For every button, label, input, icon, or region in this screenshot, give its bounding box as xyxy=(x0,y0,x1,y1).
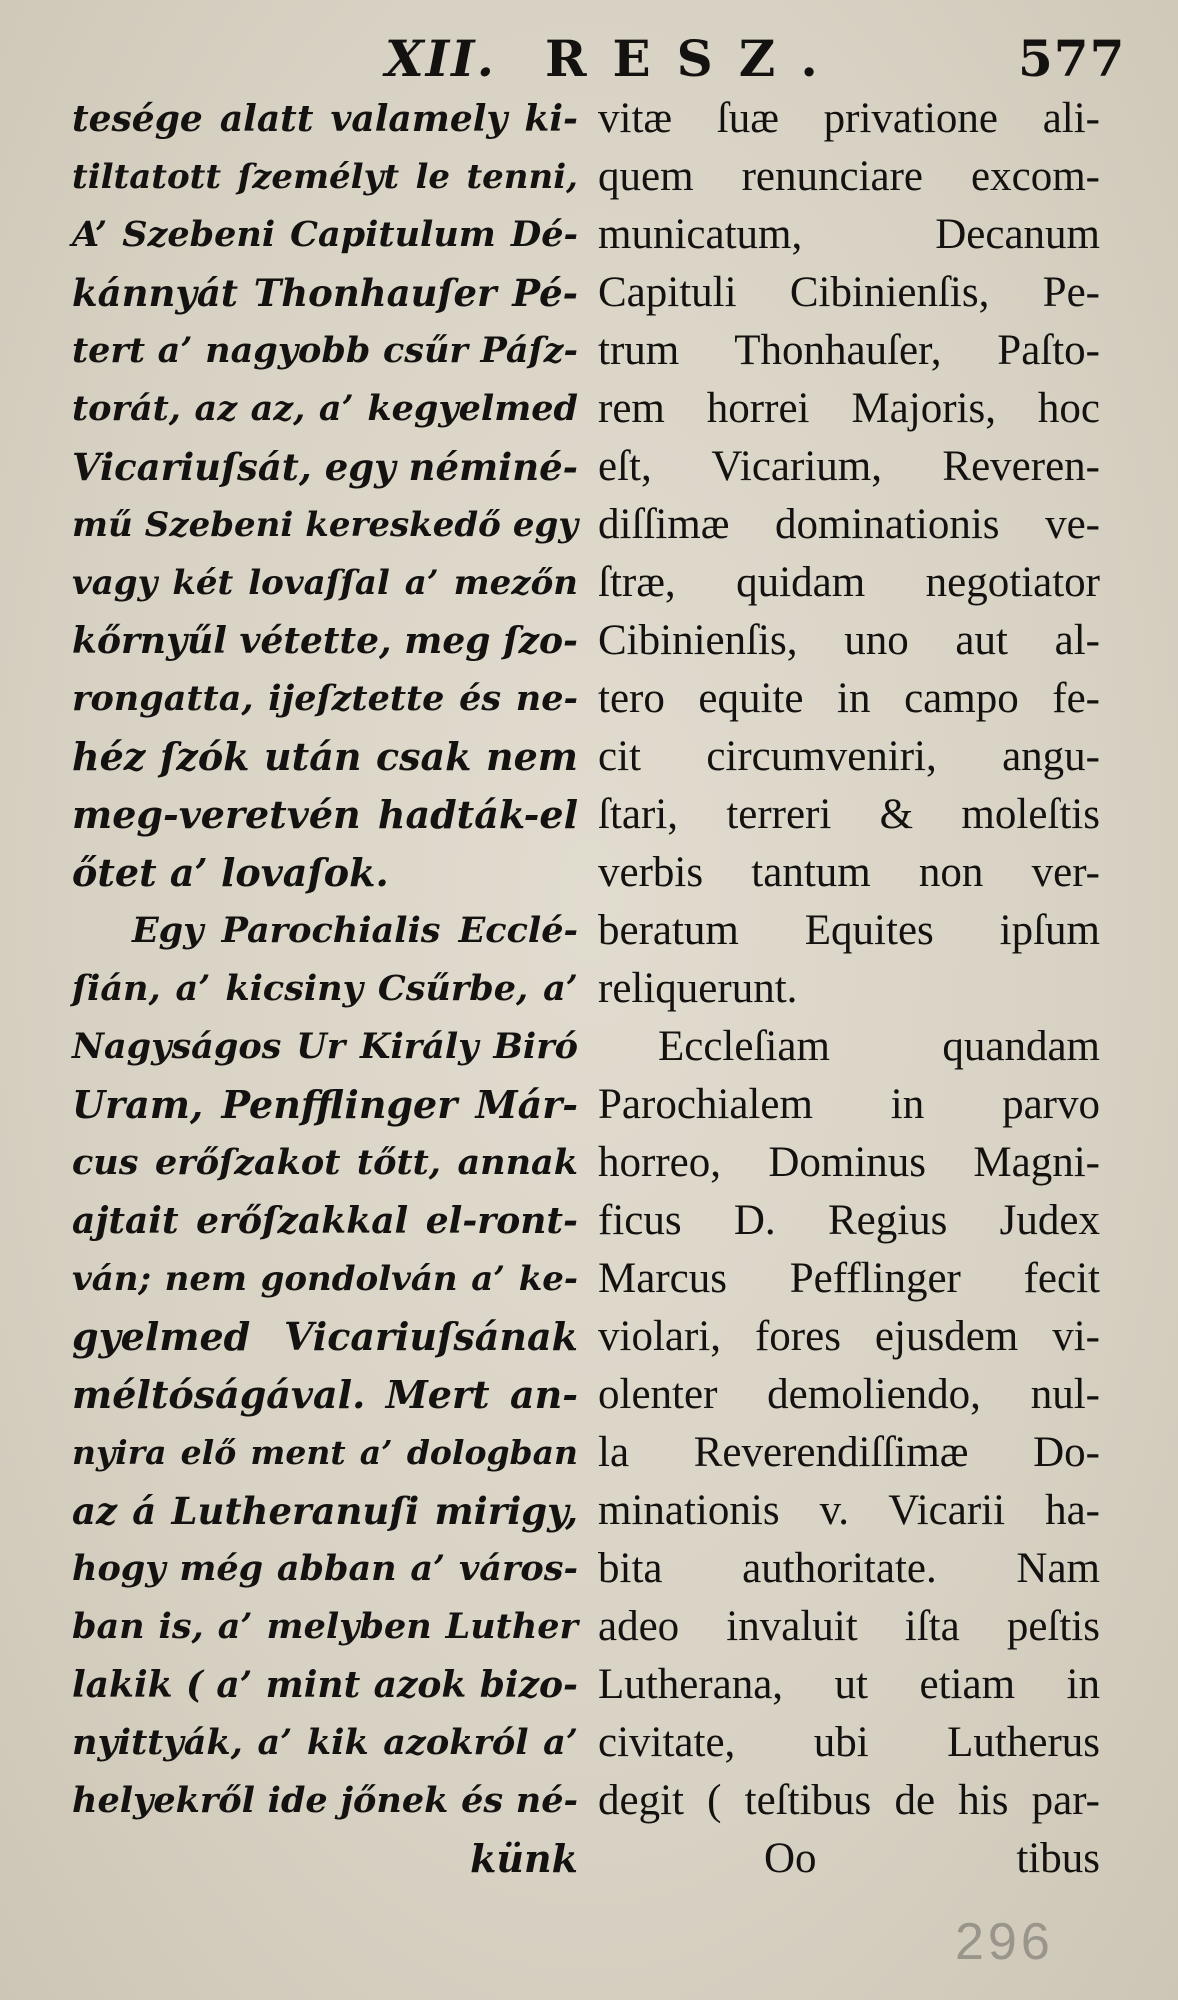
text-line: quem renunciare excom- xyxy=(598,153,1100,200)
text-line: Lutherana, ut etiam in xyxy=(598,1661,1100,1708)
text-line: horreo, Dominus Magni- xyxy=(598,1139,1100,1186)
text-line: ajtait erőſzakkal el-ront- xyxy=(72,1200,578,1242)
text-line: eſt, Vicarium, Reveren- xyxy=(598,443,1100,490)
text-line: héz ſzók után csak nem xyxy=(72,734,578,779)
text-line: meg-veretvén hadták-el xyxy=(72,792,578,837)
text-line: ban is, a’ melyben Luther xyxy=(72,1606,578,1647)
text-line: Uram, Penfflinger Már- xyxy=(72,1082,578,1127)
text-line: Nagyságos Ur Király Biró xyxy=(72,1026,578,1067)
hungarian-column xyxy=(72,90,578,1888)
text-line: ván; nem gondolván a’ ke- xyxy=(72,1259,578,1299)
text-line: nyittyák, a’ kik azokról a’ xyxy=(72,1722,578,1763)
pencil-annotation: 296 xyxy=(955,1913,1054,1971)
text-line: cus erőſzakot tőtt, annak xyxy=(72,1142,578,1183)
catchword-hungarian: künk xyxy=(470,1836,578,1881)
text-line: hogy még abban a’ város- xyxy=(72,1548,578,1589)
text-line: bita authoritate. Nam xyxy=(598,1545,1100,1592)
text-line: Parochialem in parvo xyxy=(598,1081,1100,1128)
text-line: degit ( teſtibus de his par- xyxy=(598,1777,1100,1824)
text-line: ſtræ, quidam negotiator xyxy=(598,559,1100,606)
text-line: nyira elő ment a’ dologban xyxy=(72,1433,578,1472)
text-line: vitæ ſuæ privatione ali- xyxy=(598,95,1100,142)
text-line: Capituli Cibinienſis, Pe- xyxy=(598,269,1100,316)
text-line: őtet a’ lovaſok. xyxy=(72,850,389,895)
text-line: tero equite in campo fe- xyxy=(598,675,1100,722)
text-line: minationis v. Vicarii ha- xyxy=(598,1487,1100,1534)
text-line: adeo invaluit iſta peſtis xyxy=(598,1603,1100,1650)
chapter-number: XII. xyxy=(385,29,496,88)
text-line: la Reverendiſſimæ Do- xyxy=(598,1429,1100,1476)
catchword-latin: tibus xyxy=(1016,1835,1100,1882)
text-line: kánnyát Thonhauſer Pé- xyxy=(72,271,578,315)
text-line: beratum Equites ipſum xyxy=(598,907,1100,954)
signature-mark: Oo xyxy=(764,1835,817,1882)
text-line: Eccleſiam quandam xyxy=(658,1023,1100,1070)
text-line: A’ Szebeni Capitulum Dé- xyxy=(72,214,578,255)
page-number: 577 xyxy=(1018,29,1126,88)
text-line: ſtari, terreri & moleſtis xyxy=(598,791,1100,838)
text-line: gyelmed Vicariuſsának xyxy=(72,1314,578,1359)
text-line: ficus D. Regius Judex xyxy=(598,1197,1100,1244)
text-line: mű Szebeni kereskedő egy xyxy=(72,505,578,545)
text-line: verbis tantum non ver- xyxy=(598,849,1100,896)
text-line: rem horrei Majoris, hoc xyxy=(598,385,1100,432)
footer-row xyxy=(598,1830,1100,1888)
text-line: diſſimæ dominationis ve- xyxy=(598,501,1100,548)
text-line: méltóságával. Mert an- xyxy=(72,1372,578,1417)
text-line: kőrnyűl vétette, meg ſzo- xyxy=(72,620,578,662)
chapter-word: RESZ. xyxy=(545,29,844,88)
text-line: ſián, a’ kicsiny Csűrbe, a’ xyxy=(72,968,578,1009)
text-line: torát, az az, a’ kegyelmed xyxy=(72,388,578,429)
text-line: Egy Parochialis Ecclé- xyxy=(132,910,578,951)
text-line: municatum, Decanum xyxy=(598,211,1100,258)
text-line: Cibinienſis, uno aut al- xyxy=(598,617,1100,664)
text-line: Marcus Pefflinger fecit xyxy=(598,1255,1100,1302)
text-line: tiltatott ſzemélyt le tenni, xyxy=(72,157,578,197)
text-line: az á Lutheranuſi mirigy, xyxy=(72,1489,578,1533)
running-header xyxy=(0,24,1178,94)
text-line: violari, fores ejusdem vi- xyxy=(598,1313,1100,1360)
text-line: olenter demoliendo, nul- xyxy=(598,1371,1100,1418)
text-line: vagy két lovaſſal a’ mezőn xyxy=(72,563,578,603)
text-line: Vicariuſsát, egy néminé- xyxy=(72,445,578,489)
text-line: tert a’ nagyobb csűr Páſz- xyxy=(72,330,578,371)
text-line: rongatta, ijeſztette és ne- xyxy=(72,678,578,719)
text-line: lakik ( a’ mint azok bizo- xyxy=(72,1664,578,1706)
text-line: helyekről ide jőnek és né- xyxy=(72,1780,578,1821)
text-line: cit circumveniri, angu- xyxy=(598,733,1100,780)
text-line: civitate, ubi Lutherus xyxy=(598,1719,1100,1766)
latin-column xyxy=(598,90,1100,1830)
text-line: tesége alatt valamely ki- xyxy=(72,98,578,140)
text-line: trum Thonhauſer, Paſto- xyxy=(598,327,1100,374)
text-line: reliquerunt. xyxy=(598,965,798,1012)
